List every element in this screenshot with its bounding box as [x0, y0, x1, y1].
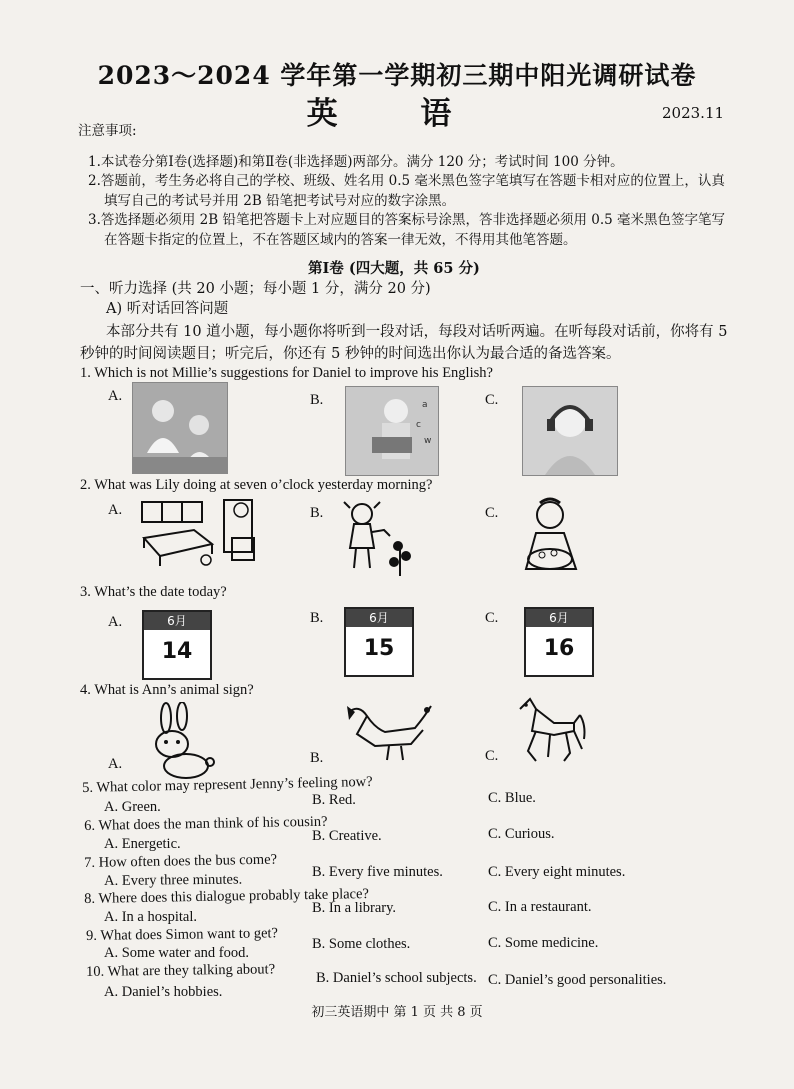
- option-label: C.: [485, 610, 499, 626]
- option-a: A. Energetic.: [104, 836, 181, 852]
- section1-instructions: 本部分共有 10 道小题，每小题你将听到一段对话，每段对话听两遍。在听每段对话前，你将有 5: [106, 324, 728, 340]
- question-7: 7. How often does the bus come?: [84, 851, 278, 871]
- calendar-day: 15: [363, 636, 395, 661]
- calendar-option-b: [344, 607, 414, 677]
- option-label: C.: [485, 392, 499, 408]
- page-footer: 初三英语期中 第 1 页 共 8 页: [311, 1005, 483, 1020]
- option-c: C. In a restaurant.: [488, 899, 592, 915]
- option-label: A.: [108, 614, 123, 630]
- headphones-girl-illustration: [523, 387, 617, 475]
- option-a: A. Green.: [104, 799, 161, 815]
- washing-girl-drawing: [520, 497, 582, 579]
- calendar-month: 6月: [346, 609, 412, 627]
- question-9: 9. What does Simon want to get?: [86, 925, 279, 944]
- option-label: B.: [310, 610, 324, 626]
- volume-title: 第Ⅰ卷 (四大题，共 65 分): [308, 260, 480, 277]
- section1-subtitle: A) 听对话回答问题: [106, 301, 229, 317]
- option-b: B. Red.: [312, 792, 356, 808]
- question-2: 2. What was Lily doing at seven o’clock yesterday morning?: [80, 477, 433, 493]
- option-label: C.: [485, 505, 499, 521]
- bedroom-drawing: [140, 498, 270, 570]
- option-b: B. Some clothes.: [312, 936, 411, 952]
- question-1: 1. Which is not Millie’s suggestions for Daniel to improve his English?: [80, 365, 493, 381]
- exam-title: 2023～2024 学年第一学期初三期中阳光调研试卷: [97, 61, 697, 90]
- tutoring-illustration: [133, 383, 227, 473]
- watering-flowers-drawing: [340, 500, 420, 578]
- question-5: 5. What color may represent Jenny’s feeling now?: [82, 773, 373, 796]
- option-b: B. In a library.: [312, 900, 397, 916]
- horse-drawing: [514, 695, 588, 767]
- option-c: C. Curious.: [488, 826, 555, 842]
- calendar-day: 14: [161, 639, 193, 664]
- calendar-option-a: [142, 610, 212, 680]
- svg-text:w: w: [424, 436, 432, 446]
- question-8: 8. Where does this dialogue probably take place?: [84, 886, 370, 907]
- photo-tutoring: [132, 382, 228, 474]
- calendar-month: 6月: [144, 612, 210, 630]
- option-a: A. In a hospital.: [104, 909, 198, 925]
- option-c: C. Every eight minutes.: [488, 864, 626, 880]
- question-6: 6. What does the man think of his cousin?: [84, 813, 328, 834]
- option-b: B. Creative.: [312, 828, 382, 844]
- note-item: 填写自己的考试号并用 2B 铅笔把考试号对应的数字涂黑。: [104, 193, 456, 209]
- note-item: 3.答选择题必须用 2B 铅笔把答题卡上对应题目的答案标号涂黑，答非选择题必须用 0.5 毫米黑色签字笔写: [88, 212, 726, 228]
- note-item: 2.答题前，考生务必将自己的学校、班级、姓名用 0.5 毫米黑色签字笔填写在答题卡相对应的位置上，认真: [88, 173, 725, 189]
- calendar-month: 6月: [526, 609, 592, 627]
- rooster-drawing: [345, 702, 437, 762]
- option-label: A.: [108, 388, 123, 404]
- option-label: B.: [310, 505, 324, 521]
- photo-reading-boy: [345, 386, 439, 476]
- calendar-day: 16: [543, 636, 575, 661]
- exam-date: 2023.11: [662, 104, 725, 122]
- option-a: A. Daniel’s hobbies.: [104, 984, 223, 1000]
- notes-heading: 注意事项:: [78, 123, 137, 139]
- note-item: 1.本试卷分第Ⅰ卷(选择题)和第Ⅱ卷(非选择题)两部分。满分 120 分；考试时间 100 分钟。: [88, 154, 624, 170]
- section1-instructions: 秒钟的时间阅读题目；听完后，你还有 5 秒钟的时间选出你认为最合适的备选答案。: [80, 346, 621, 362]
- option-c: C. Some medicine.: [488, 935, 599, 951]
- section1-title: 一、听力选择 (共 20 小题；每小题 1 分，满分 20 分): [80, 281, 431, 297]
- option-label: A.: [108, 756, 123, 772]
- photo-headphones-girl: [522, 386, 618, 476]
- question-4: 4. What is Ann’s animal sign?: [80, 682, 254, 698]
- option-b: B. Every five minutes.: [312, 864, 443, 880]
- subject-title: 英 语: [306, 96, 488, 132]
- svg-text:c: c: [416, 420, 421, 430]
- svg-text:a: a: [422, 400, 428, 410]
- option-label: B.: [310, 750, 324, 766]
- option-a: A. Every three minutes.: [104, 871, 243, 889]
- note-item: 在答题卡指定的位置上，不在答题区域内的答案一律无效，不得用其他笔答题。: [104, 232, 577, 248]
- question-10: 10. What are they talking about?: [86, 961, 276, 980]
- reading-boy-illustration: [346, 387, 438, 475]
- option-a: A. Some water and food.: [104, 945, 249, 961]
- option-c: C. Daniel’s good personalities.: [488, 972, 667, 988]
- rabbit-drawing: [140, 702, 220, 780]
- option-c: C. Blue.: [488, 790, 536, 806]
- question-3: 3. What’s the date today?: [80, 584, 227, 600]
- calendar-option-c: [524, 607, 594, 677]
- option-label: B.: [310, 392, 324, 408]
- option-b: B. Daniel’s school subjects.: [316, 970, 477, 986]
- option-label: A.: [108, 502, 123, 518]
- option-label: C.: [485, 748, 499, 764]
